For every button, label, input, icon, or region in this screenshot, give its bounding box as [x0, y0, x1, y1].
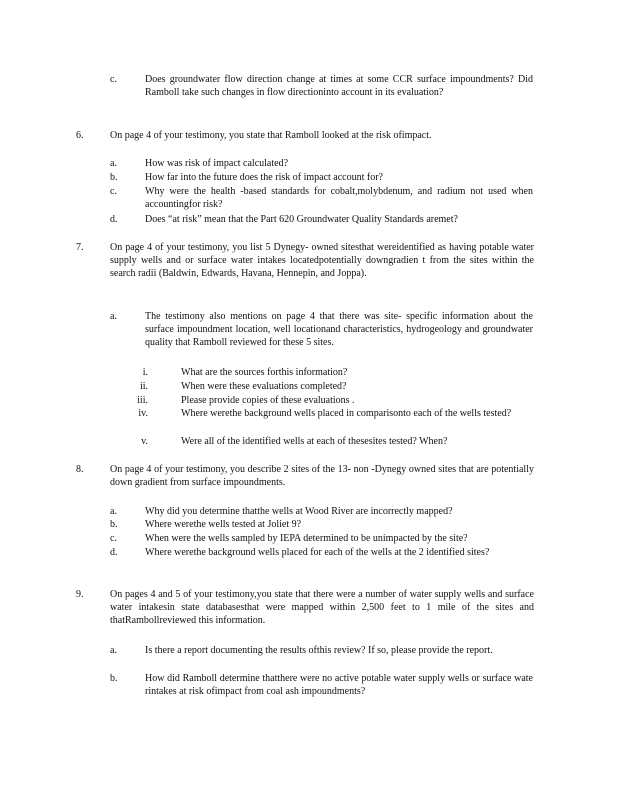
question-8-sub-a-label: a. [110, 506, 117, 517]
question-7-roman-ii-text: When were these evaluations completed? [181, 381, 347, 392]
question-6-sub-d-label: d. [110, 214, 118, 225]
question-8-sub-b-label: b. [110, 519, 118, 530]
question-9-sub-a-text: Is there a report documenting the results ofthis review? If so, please provide the report. [145, 645, 493, 656]
question-6-sub-c-text: Why were the health -based standards for cobalt,molybdenum, and radium not used when accountingfor risk? [145, 186, 533, 211]
question-9-sub-a-label: a. [110, 645, 117, 656]
question-9-sub-b-label: b. [110, 673, 118, 684]
question-7-sub-a-label: a. [110, 311, 117, 322]
question-5-sub-c-label: c. [110, 74, 117, 85]
question-7-roman-iii-text: Please provide copies of these evaluations . [181, 395, 355, 406]
question-8-sub-c-text: When were the wells sampled by IEPA determined to be unimpacted by the site? [145, 533, 468, 544]
question-6-sub-b-text: How far into the future does the risk of impact account for? [145, 172, 383, 183]
question-7-roman-iii-label: iii. [137, 395, 148, 406]
question-6-text: On page 4 of your testimony, you state that Ramboll looked at the risk ofimpact. [110, 130, 432, 141]
question-8-text: On page 4 of your testimony, you describe 2 sites of the 13- non -Dynegy owned sites that are potentially down gradient from surface impoundments. [110, 464, 534, 489]
question-5-sub-c-text: Does groundwater flow direction change at times at some CCR surface impoundments? Did Ramboll take such changes in flow directioninto account in its evaluation? [145, 74, 533, 99]
question-8-number: 8. [76, 464, 84, 475]
question-7-roman-i-text: What are the sources forthis information? [181, 367, 348, 378]
question-7-roman-v-text: Were all of the identified wells at each of thesesites tested? When? [181, 436, 448, 447]
question-6-sub-c-label: c. [110, 186, 117, 197]
question-7-roman-iv-label: iv. [138, 408, 148, 419]
question-6-sub-a-label: a. [110, 158, 117, 169]
question-7-sub-a-text: The testimony also mentions on page 4 that there was site- specific information about the surface impoundment location, well locationand characteristics, hydrogeology and groundwater quality that Ramboll reviewed for these 5 sites. [145, 311, 533, 349]
question-7-text: On page 4 of your testimony, you list 5 Dynegy- owned sitesthat wereidentified as having potable water supply wells and or surface water intakes locatedpotentially downgradien t from the sites within the search radii (Baldwin, Edwards, Havana, Hennepin, and Joppa). [110, 242, 534, 280]
question-6-sub-b-label: b. [110, 172, 118, 183]
question-8-sub-a-text: Why did you determine thatthe wells at Wood River are incorrectly mapped? [145, 506, 453, 517]
question-9-sub-b-text: How did Ramboll determine thatthere were no active potable water supply wells or surface wate rintakes at risk ofimpact from coal ash impoundments? [145, 673, 533, 698]
question-9-number: 9. [76, 589, 84, 600]
question-7-roman-iv-text: Where werethe background wells placed in comparisonto each of the wells tested? [181, 408, 512, 419]
question-6-sub-a-text: How was risk of impact calculated? [145, 158, 289, 169]
question-7-number: 7. [76, 242, 84, 253]
question-7-roman-ii-label: ii. [139, 381, 148, 392]
question-8-sub-c-label: c. [110, 533, 117, 544]
question-6-sub-d-text: Does “at risk” mean that the Part 620 Groundwater Quality Standards aremet? [145, 214, 458, 225]
question-8-sub-d-text: Where werethe background wells placed for each of the wells at the 2 identified sites? [145, 547, 490, 558]
question-6-number: 6. [76, 130, 84, 141]
question-9-text: On pages 4 and 5 of your testimony,you state that there were a number of water supply wells and surface water intakesin state databasesthat were mapped within 2,500 feet to 1 mile of the sites and thatRambollreviewed this information. [110, 589, 534, 627]
question-7-roman-v-label: v. [141, 436, 148, 447]
question-8-sub-d-label: d. [110, 547, 118, 558]
question-8-sub-b-text: Where werethe wells tested at Joliet 9? [145, 519, 302, 530]
question-7-roman-i-label: i. [142, 367, 148, 378]
